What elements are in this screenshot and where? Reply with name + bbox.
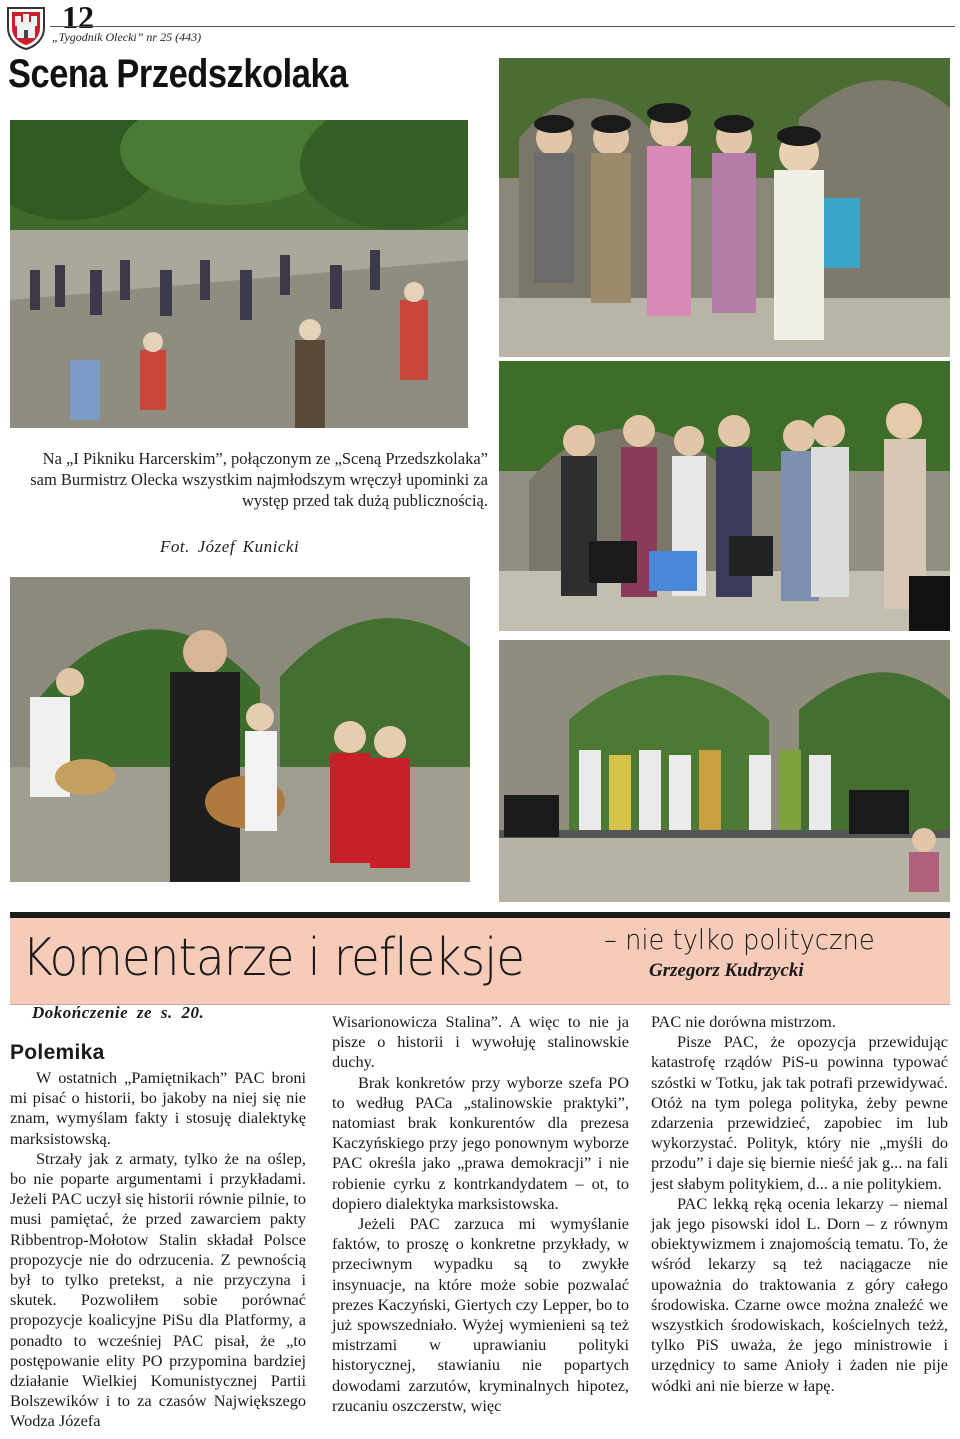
paragraph: Jeżeli PAC zarzuca mi wymyślanie faktów, to proszę o konkretne przykłady, w przeciwnym wypadku są to zwykłe insynuacje, na które może sobie pozwalać prezes Kaczyński, Giertych czy Lepper, bo to już spowszedniało. Wyżej wymienieni są też mistrzami w uprawianiu polityki historycznej, stawianiu nie popartych dowodami zarzutów, kryminalnych hipotez, rzucaniu oszczerstw, więc xyxy=(332,1214,629,1415)
photo-kids-briefcases xyxy=(499,361,950,631)
column-author: Grzegorz Kudrzycki xyxy=(649,960,804,981)
paragraph: Pisze PAC, że opozycja przewidując katastrofę rządów PiS-u powinna typować szóstki w Totku, jak tak potrafi przewidywać. Otóż na tym polega polityka, żeby pewne zdarzenia przewidzieć, zapobiec im lub wykorzystać. Polityk, który nie „myśli do przodu” i daje się biernie nieść jak g... na fali jest słabym politykiem, d... a nie politykiem. xyxy=(651,1032,948,1193)
photo-crowd xyxy=(10,120,468,428)
paragraph: Brak konkretów przy wyborze szefa PO to według PACa „stalinowskie praktyki”, natomiast brak konkurentów dla prezesa Kaczyńskiego przy jego ponownym wyborze PAC określa jako „prawa demokracji” i nie robienie cyrku z kontrkandydatem – ot, to dopiero dialektyka marksistowska. xyxy=(332,1072,629,1213)
paragraph: Wisarionowicza Stalina”. A więc to nie ja pisze o historii i wywołuję stalinowskie duchy. xyxy=(332,1012,629,1072)
column-subtitle: – nie tylko polityczne xyxy=(604,923,875,956)
page-number: 12 xyxy=(62,0,94,35)
photo-mayor-gifts xyxy=(10,577,470,882)
continued-note: Dokończenie ze s. 20. xyxy=(32,1003,205,1022)
paragraph: PAC nie dorówna mistrzom. xyxy=(651,1012,836,1031)
article-column-3 xyxy=(651,1012,948,1396)
photo-credit: Fot. Józef Kunicki xyxy=(160,537,300,556)
photo-caption: Na „I Pikniku Harcerskim”, połączonym ze „Sceną Przedszkolaka” sam Burmistrz Olecka wszystkim najmłodszym wręczył upominki za występ przed tak dużą publicznością. xyxy=(30,449,488,510)
column-title: Komentarze i refleksje xyxy=(22,928,525,988)
paragraph: W ostatnich „Pamiętnikach” PAC broni mi pisać o historii, bo jakoby na niej się nie znam, wymyślam fakty i stosuję dialektykę marksistowską. xyxy=(10,1068,306,1148)
paragraph: Strzały jak z armaty, tylko że na oślep, bo nie poparte argumentami i przykładami. Jeżeli PAC uczył się historii równie pilnie, to musi pamiętać, że przed zawarciem pakty Ribbentrop-Mołotow Stalin składał Polsce propozycje nie do odrzucenia. Z pewnością był to tylko pretekst, a nie przyczyna i skutek. Pozwoliłem sobie porównać propozycje koalicyjne PiSu dla Platformy, a ponadto to wcześniej PAC pisał, że „to postępowanie elity PO przypomina bardziej działanie Wielkiej Komunistycznej Partii Bolszewików i to za czasów Największego Wodza Józefa xyxy=(10,1148,306,1431)
paragraph: PAC lekką ręką ocenia lekarzy – niemal jak jego pisowski idol L. Dorn – z równym obiektywizmem i znajomością tematu. To, że wśród lekarzy są też naciągacze nie upoważnia do traktowania z góry całego środowiska. Czarne owce można znaleźć we wszystkich środowiskach, kościelnych teżż, tylko PiS uważa, że jego ministrowie i urzędnicy to same Anioły i żaden nie pije wódki ani nie bierze w łapę. xyxy=(651,1193,948,1395)
header-rule xyxy=(50,26,955,27)
coat-of-arms-icon xyxy=(6,4,46,50)
article-column-1 xyxy=(10,1068,306,1432)
issue-label: „Tygodnik Olecki” nr 25 (443) xyxy=(52,30,202,44)
photo-kids-caps xyxy=(499,58,950,357)
photo-stage xyxy=(499,640,950,902)
article-subheading: Polemika xyxy=(10,1041,105,1064)
page-title: Scena Przedszkolaka xyxy=(8,52,348,96)
article-column-2 xyxy=(332,1012,629,1416)
